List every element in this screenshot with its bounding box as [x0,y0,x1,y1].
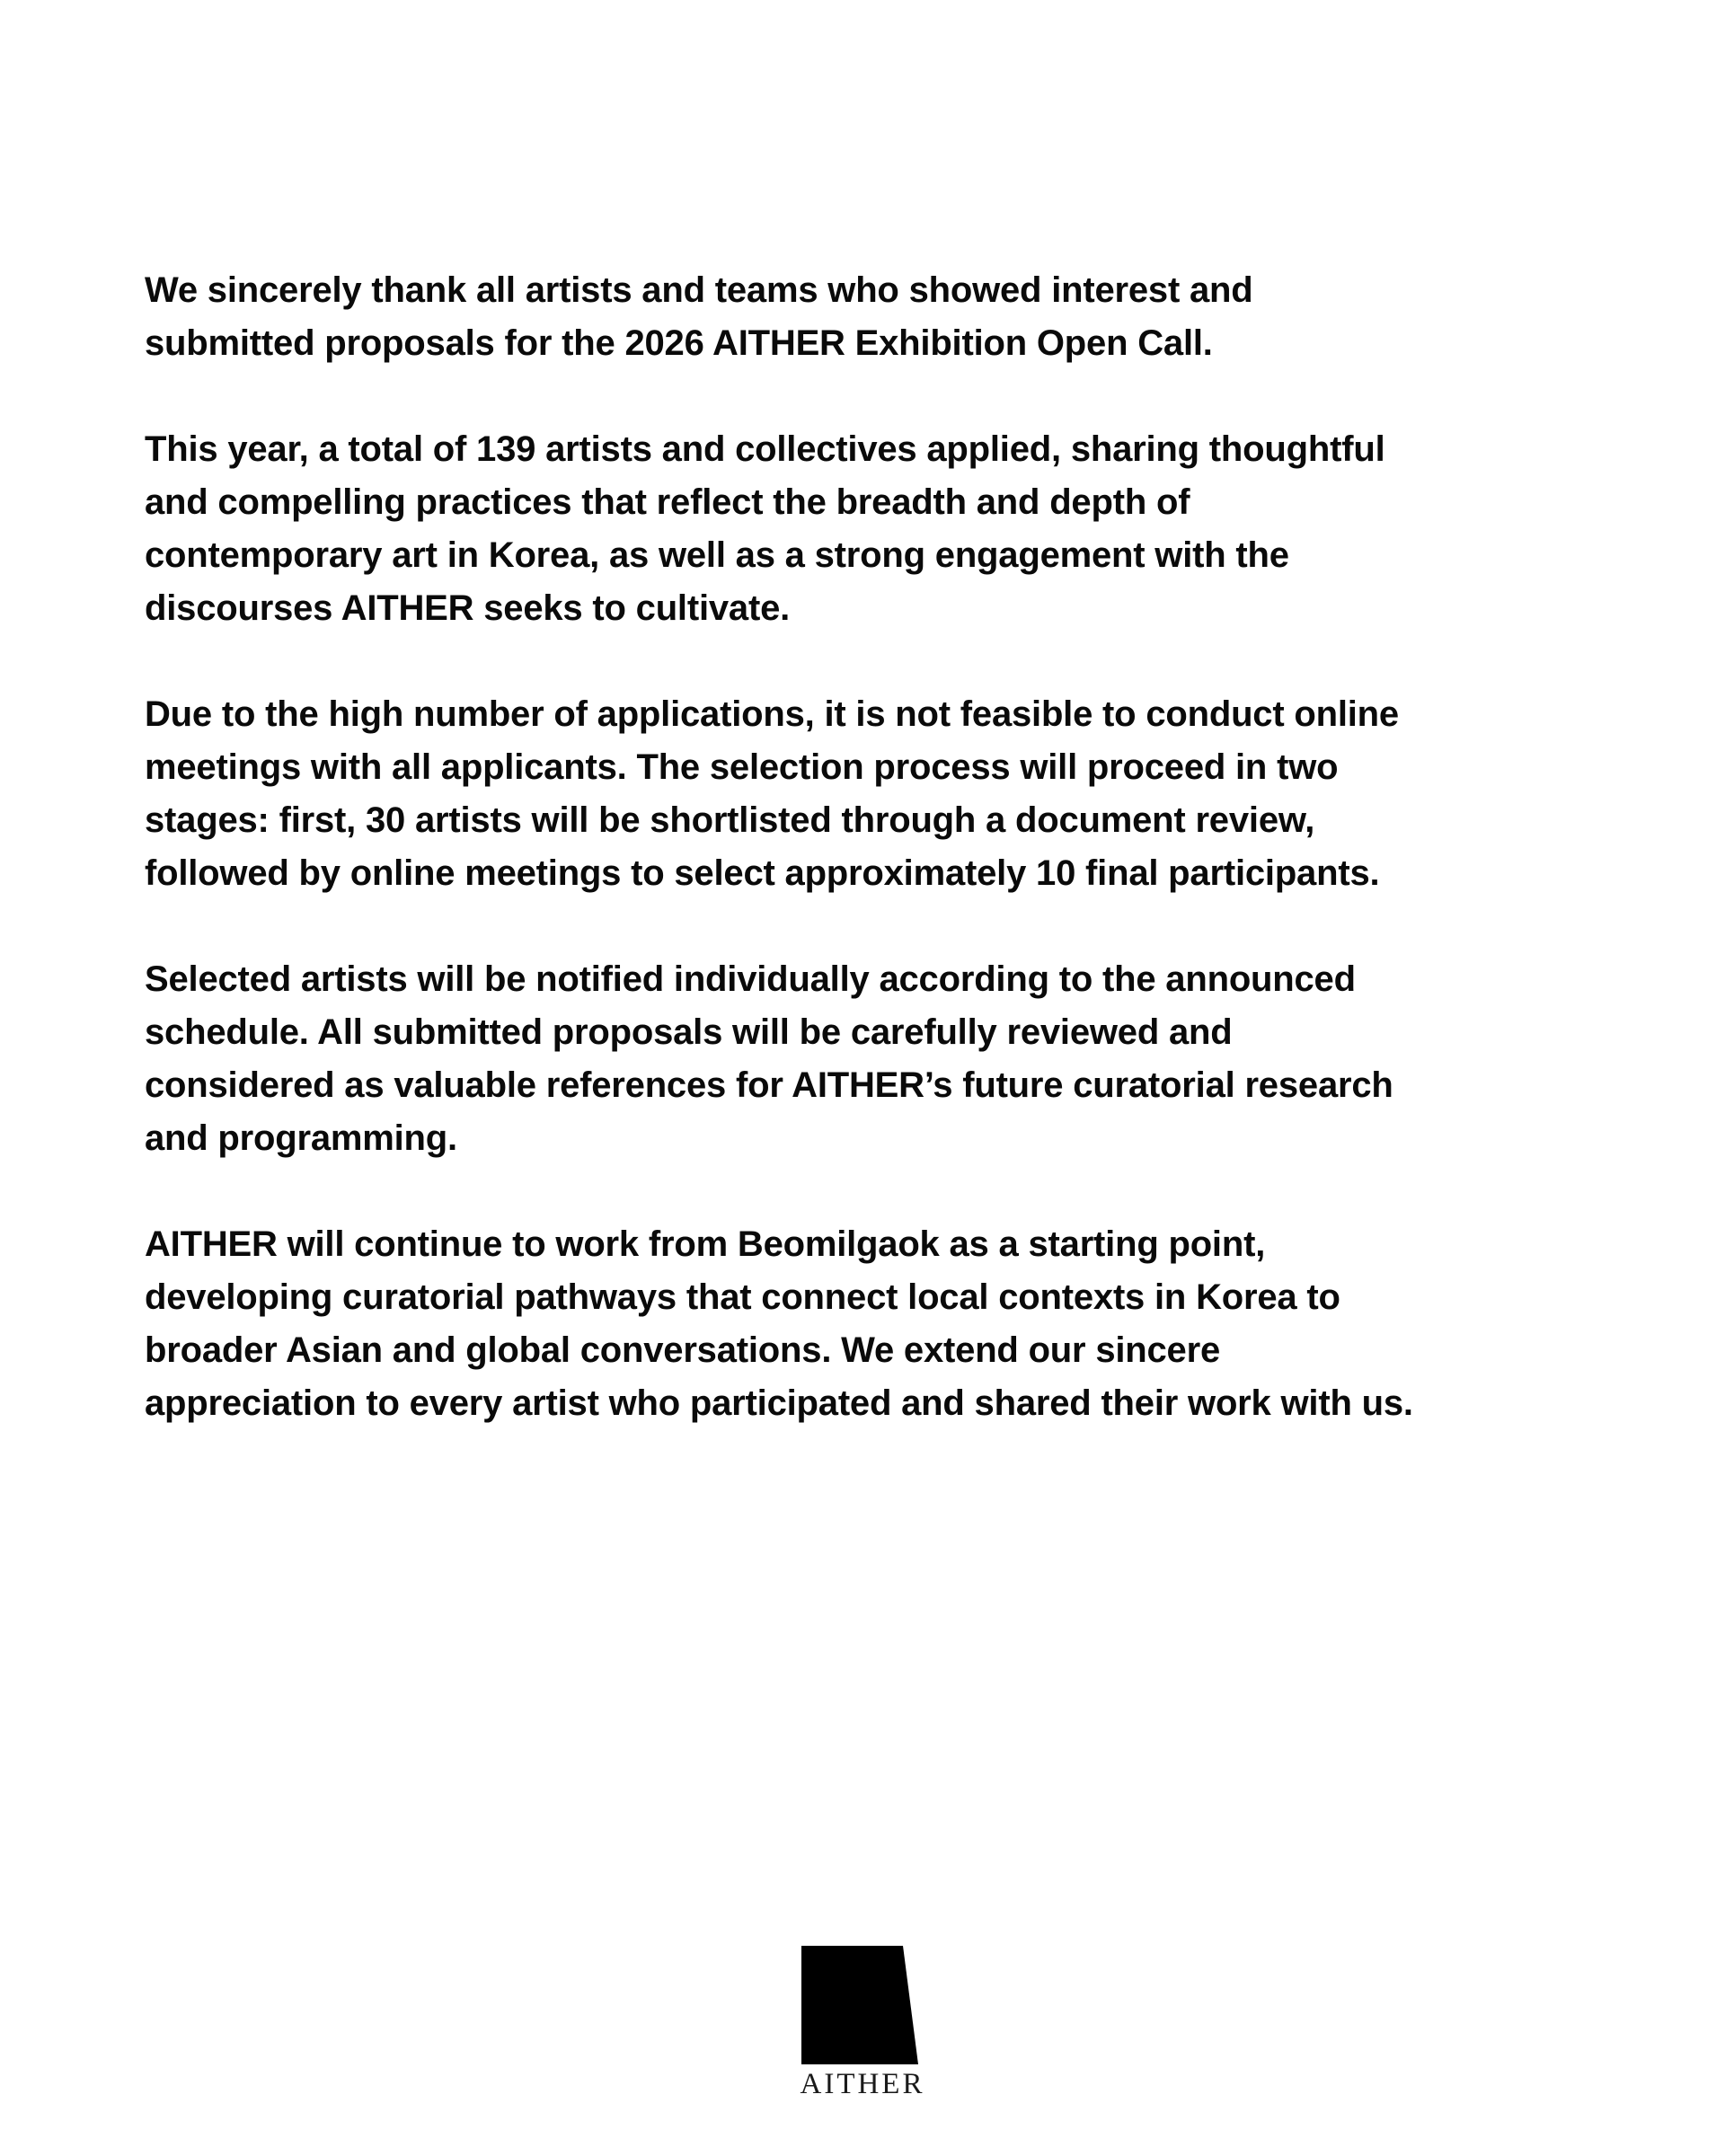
text-line: and compelling practices that reflect the breadth and depth of [145,482,1190,522]
paragraph-notification [145,953,1582,1165]
logo-wordmark: AITHER [800,2068,925,2100]
text-line: contemporary art in Korea, as well as a strong engagement with the [145,535,1289,575]
text-line: We sincerely thank all artists and teams who showed interest and [145,270,1253,310]
paragraph-applications [145,423,1582,635]
text-line: appreciation to every artist who participated and shared their work with us. [145,1383,1413,1423]
text-line: broader Asian and global conversations. We extend our sincere [145,1330,1221,1370]
text-line: This year, a total of 139 artists and collectives applied, sharing thoughtful [145,429,1385,469]
text-line: submitted proposals for the 2026 AITHER Exhibition Open Call. [145,323,1213,363]
text-line: developing curatorial pathways that connect local contexts in Korea to [145,1277,1340,1317]
text-line: Due to the high number of applications, it is not feasible to conduct online [145,694,1399,734]
text-line: stages: first, 30 artists will be shortlisted through a document review, [145,800,1315,840]
aither-logo [782,1946,943,2100]
letter-body [145,264,1582,1483]
text-line: meetings with all applicants. The selection process will proceed in two [145,747,1339,787]
text-line: and programming. [145,1118,457,1158]
paragraph-selection-process [145,688,1582,900]
paragraph-thanks [145,264,1582,370]
text-line: discourses AITHER seeks to cultivate. [145,588,791,628]
text-line: schedule. All submitted proposals will be carefully reviewed and [145,1012,1233,1052]
paragraph-closing [145,1218,1582,1430]
logo-mark-shape [801,1946,918,2064]
text-line: followed by online meetings to select approximately 10 final participants. [145,853,1380,893]
trapezoid-logo-icon [801,1946,918,2064]
text-line: considered as valuable references for AITHER’s future curatorial research [145,1065,1393,1105]
text-line: AITHER will continue to work from Beomilgaok as a starting point, [145,1224,1266,1264]
text-line: Selected artists will be notified individually according to the announced [145,959,1356,999]
